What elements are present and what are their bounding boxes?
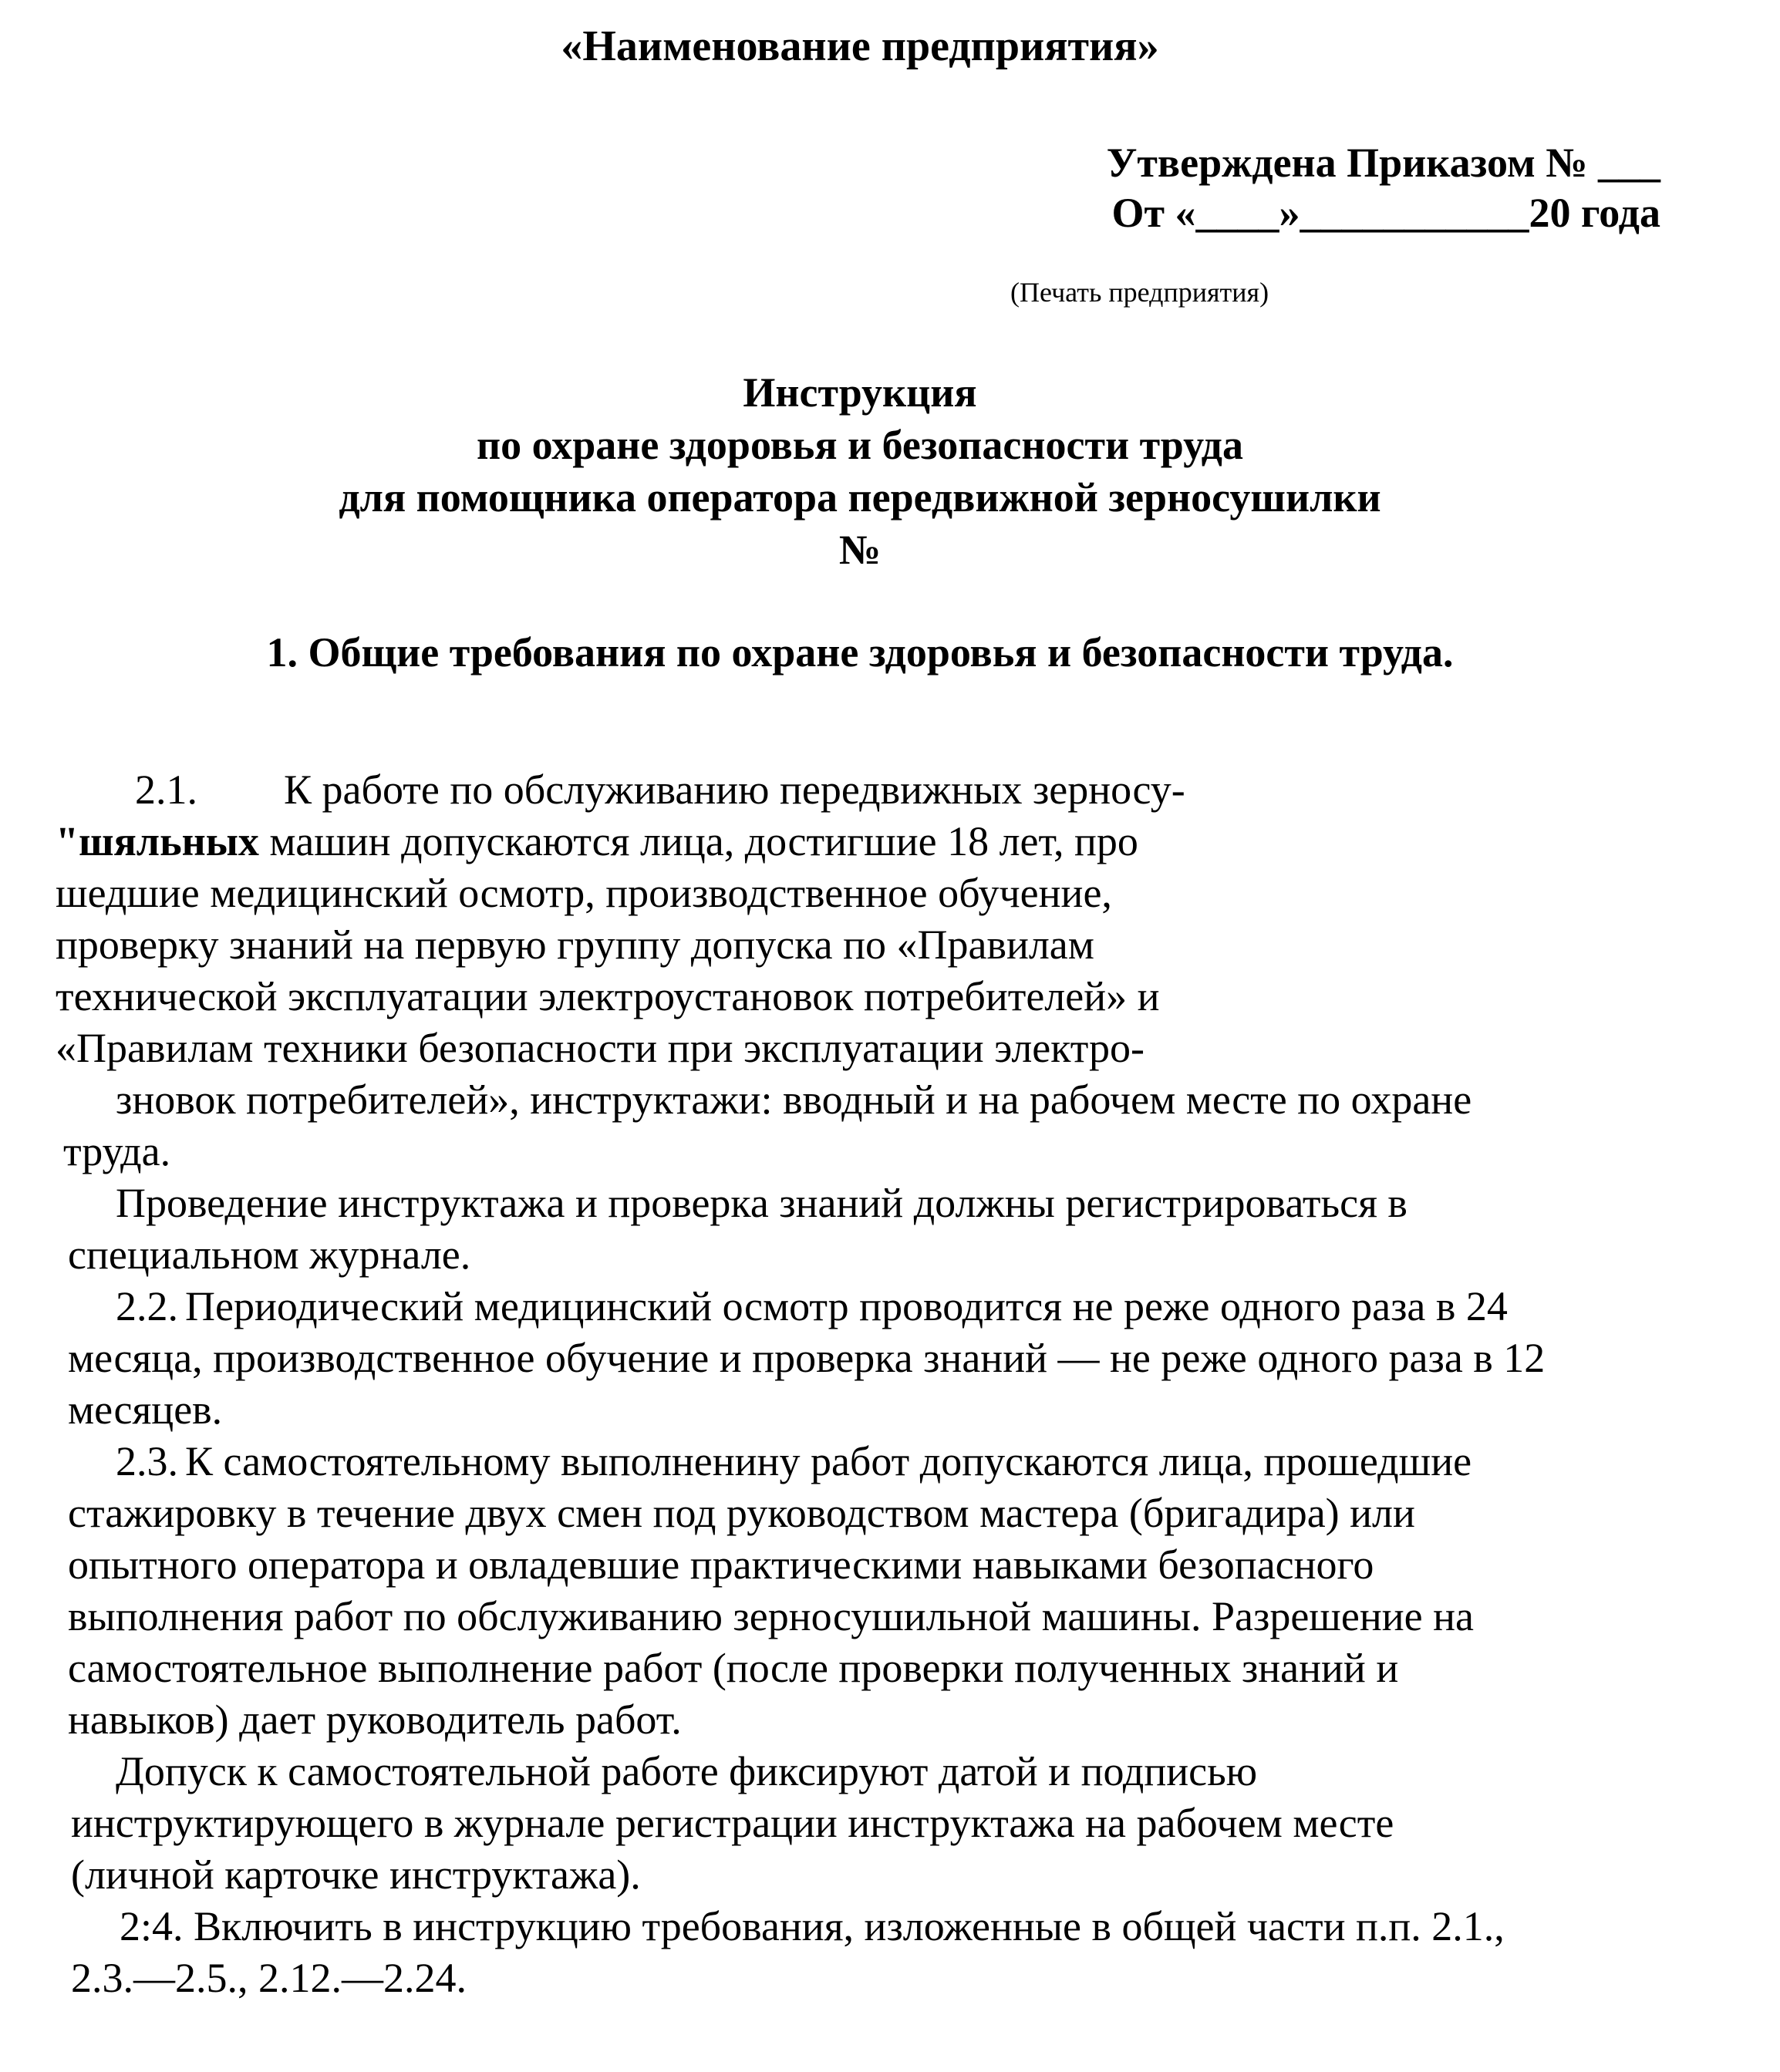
body-line: шедшие медицинский осмотр, производственное обучение, [56, 870, 1112, 916]
body-word: машин допускаются лица, достигшие 18 лет, про [258, 818, 1138, 864]
paragraph-number: 2.1. [135, 766, 197, 813]
body-line: технической эксплуатации электроустановок потребителей» и [56, 973, 1160, 1019]
body-word-bold: "шяльных [56, 818, 259, 864]
body-line: проверку знаний на первую группу допуска по «Правилам [56, 921, 1094, 968]
paragraph-number: 2.2. [116, 1283, 178, 1329]
body-line: инструктирующего в журнале регистрации инструктажа на рабочем месте [71, 1800, 1394, 1846]
body-line: труда. [63, 1128, 171, 1174]
paragraph-number: 2.3. [116, 1438, 178, 1484]
body-line [56, 817, 1138, 865]
document-subtitle-line-1: по охране здоровья и безопасности труда [476, 422, 1244, 468]
body-line: месяца, производственное обучение и проверка знаний — не реже одного раза в 12 [68, 1335, 1546, 1381]
approval-date-line: От «____»___________20 года [1111, 190, 1660, 236]
seal-note: (Печать предприятия) [1010, 277, 1269, 308]
document-number: № [838, 527, 882, 573]
body-line: Периодический медицинский осмотр проводится не реже одного раза в 24 [185, 1283, 1508, 1329]
body-line: опытного оператора и овладевшие практическими навыками безопасного [68, 1541, 1374, 1588]
organization-name: «Наименование предприятия» [561, 22, 1159, 70]
body-line: стажировку в течение двух смен под руководством мастера (бригадира) или [68, 1490, 1415, 1536]
body-line: (личной карточке инструктажа). [71, 1851, 641, 1898]
document-subtitle-line-2: для помощника оператора передвижной зерносушилки [339, 474, 1381, 521]
body-line: месяцев. [68, 1386, 223, 1433]
body-line: выполнения работ по обслуживанию зерносушильной машины. Разрешение на [68, 1593, 1474, 1639]
body-line: 2.3.—2.5., 2.12.—2.24. [71, 1955, 467, 2001]
body-line: специальном журнале. [68, 1231, 471, 1278]
body-line: самостоятельное выполнение работ (после проверки полученных знаний и [68, 1645, 1399, 1691]
body-line: К работе по обслуживанию передвижных зерносу- [284, 766, 1185, 813]
body-line: Проведение инструктажа и проверка знаний должны регистрироваться в [116, 1180, 1407, 1226]
section-heading: 1. Общие требования по охране здоровья и безопасности труда. [266, 629, 1454, 676]
approval-order-line: Утверждена Приказом № ___ [1106, 140, 1660, 186]
body-line: К самостоятельному выполненину работ допускаются лица, прошедшие [185, 1438, 1472, 1484]
body-line: навыков) дает руководитель работ. [68, 1696, 682, 1743]
body-line: зновок потребителей», инструктажи: вводный и на рабочем месте по охране [116, 1076, 1472, 1123]
body-line: 2:4. Включить в инструкцию требования, изложенные в общей части п.п. 2.1., [120, 1903, 1505, 1949]
body-line: «Правилам техники безопасности при эксплуатации электро- [56, 1025, 1145, 1071]
document-title: Инструкция [743, 369, 977, 416]
body-line: Допуск к самостоятельной работе фиксируют датой и подписью [116, 1748, 1258, 1794]
